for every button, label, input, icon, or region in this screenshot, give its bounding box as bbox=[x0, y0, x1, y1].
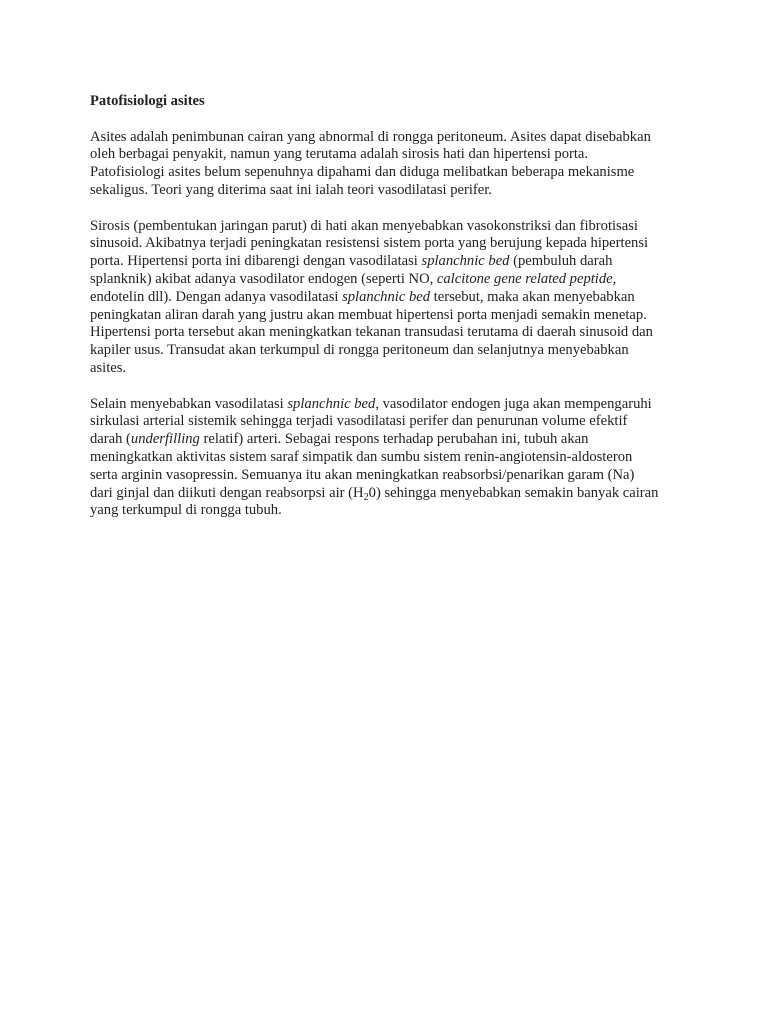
italic-term: splanchnic bed bbox=[342, 288, 431, 305]
text-line bbox=[90, 431, 690, 449]
text-line bbox=[90, 271, 690, 289]
paragraph bbox=[90, 218, 690, 378]
text-line bbox=[90, 396, 690, 414]
text-run: peningkatan aliran darah yang justru akan membuat hipertensi porta menjadi semakin menetap. bbox=[90, 306, 647, 323]
text-line bbox=[90, 502, 690, 520]
text-run: Hipertensi porta tersebut akan meningkatkan tekanan transudasi terutama di daerah sinusoid dan bbox=[90, 324, 653, 341]
text-line bbox=[90, 129, 690, 147]
text-line bbox=[90, 164, 690, 182]
text-line bbox=[90, 289, 690, 307]
text-run: serta arginin vasopressin. Semuanya itu akan meningkatkan reabsorbsi/penarikan garam (Na) bbox=[90, 466, 635, 483]
paragraph bbox=[90, 129, 690, 200]
text-run: , vasodilator endogen juga akan mempengaruhi bbox=[375, 395, 652, 412]
text-line bbox=[90, 467, 690, 485]
italic-term: splanchnic bed bbox=[421, 253, 510, 270]
text-run: meningkatkan aktivitas sistem saraf simpatik dan sumbu sistem renin-angiotensin-aldosteron bbox=[90, 448, 633, 465]
document-title: Patofisiologi asites bbox=[90, 93, 205, 109]
text-run: splanknik) akibat adanya vasodilator endogen (seperti NO, bbox=[90, 270, 437, 287]
text-line bbox=[90, 485, 690, 503]
text-line bbox=[90, 360, 690, 378]
text-line bbox=[90, 182, 690, 200]
text-run: sinusoid. Akibatnya terjadi peningkatan resistensi sistem porta yang berujung kepada hipertensi bbox=[90, 235, 649, 252]
text-run: kapiler usus. Transudat akan terkumpul di rongga peritoneum dan selanjutnya menyebabkan bbox=[90, 342, 629, 359]
text-run: dari ginjal dan diikuti dengan reabsorpsi air (H bbox=[90, 484, 364, 501]
text-line bbox=[90, 342, 690, 360]
text-line bbox=[90, 218, 690, 236]
text-run: relatif) arteri. Sebagai respons terhadap perubahan ini, tubuh akan bbox=[199, 431, 589, 448]
text-run: sirkulasi arterial sistemik sehingga terjadi vasodilatasi perifer dan penurunan volume efektif bbox=[90, 413, 628, 430]
text-line bbox=[90, 449, 690, 467]
text-run: Selain menyebabkan vasodilatasi bbox=[90, 395, 288, 412]
subscript: 2 bbox=[363, 491, 369, 503]
text-run: tersebut, maka akan menyebabkan bbox=[430, 288, 635, 305]
text-line bbox=[90, 253, 690, 271]
text-line bbox=[90, 413, 690, 431]
text-run: endotelin dll). Dengan adanya vasodilatasi bbox=[90, 288, 343, 305]
text-run: 0) sehingga menyebabkan semakin banyak cairan bbox=[368, 484, 659, 501]
text-run: porta. Hipertensi porta ini dibarengi dengan vasodilatasi bbox=[90, 253, 422, 270]
text-run: Asites adalah penimbunan cairan yang abnormal di rongga peritoneum. Asites dapat disebabkan bbox=[90, 128, 651, 145]
text-run: yang terkumpul di rongga tubuh. bbox=[90, 502, 282, 519]
text-run: Patofisiologi asites belum sepenuhnya dipahami dan diduga melibatkan beberapa mekanisme bbox=[90, 164, 635, 181]
text-line bbox=[90, 146, 690, 164]
italic-term: underfilling bbox=[130, 431, 200, 448]
document-body bbox=[90, 93, 690, 538]
italic-term: splanchnic bed bbox=[287, 395, 376, 412]
text-run: asites. bbox=[90, 359, 127, 376]
text-run: (pembuluh darah bbox=[509, 253, 613, 270]
paragraph bbox=[90, 396, 690, 521]
text-run: sekaligus. Teori yang diterima saat ini ialah teori vasodilatasi perifer. bbox=[90, 181, 492, 198]
text-line bbox=[90, 307, 690, 325]
italic-term: calcitone gene related peptide, bbox=[436, 270, 617, 287]
text-line bbox=[90, 324, 690, 342]
text-run: oleh berbagai penyakit, namun yang terutama adalah sirosis hati dan hipertensi porta. bbox=[90, 146, 589, 163]
text-line bbox=[90, 235, 690, 253]
text-run: Sirosis (pembentukan jaringan parut) di hati akan menyebabkan vasokonstriksi dan fibrotisasi bbox=[90, 217, 638, 234]
text-run: darah ( bbox=[90, 431, 131, 448]
paragraph-container bbox=[90, 129, 690, 521]
